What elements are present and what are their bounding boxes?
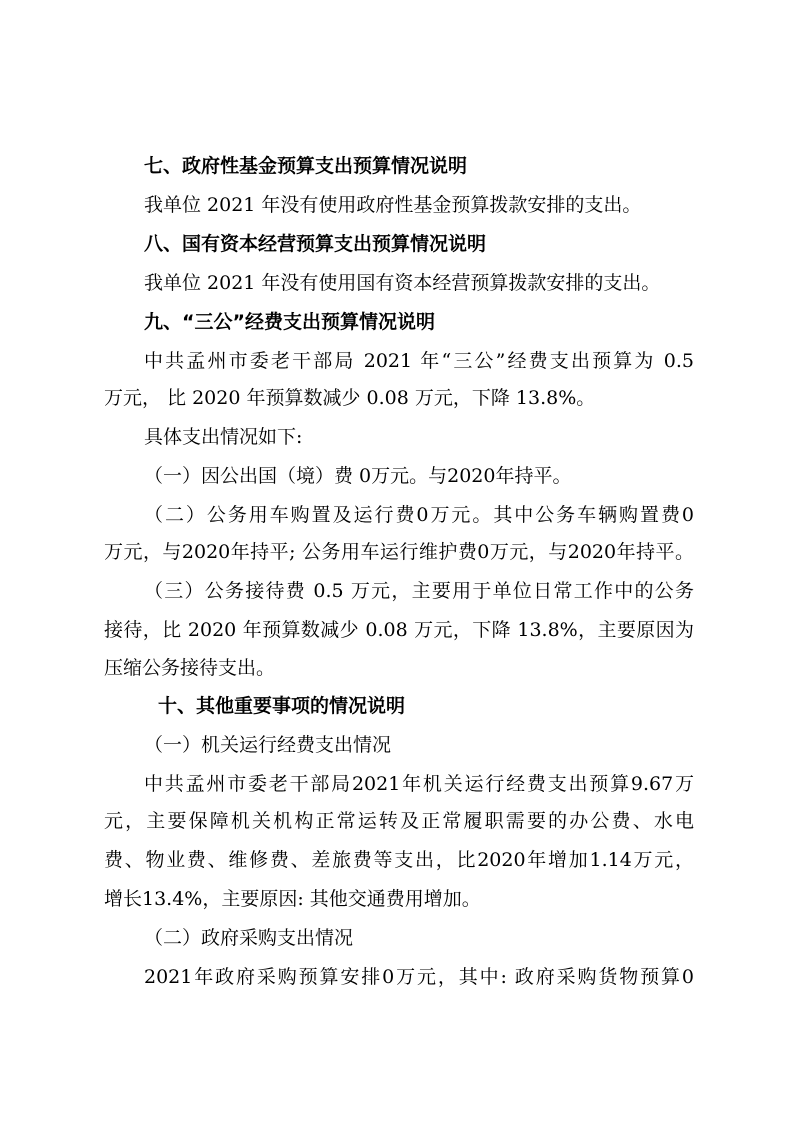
section-9-item-1: （一）因公出国（境）费 0万元。与2020年持平。 (144, 465, 572, 487)
section-9-paragraph-1-line-1: 中共孟州市委老干部局 2021 年“三公”经费支出预算为 0.5 (144, 350, 694, 372)
section-9-item-3-line-2: 接待，比 2020 年预算数减少 0.08 万元，下降 13.8%，主要原因为 (104, 619, 694, 641)
section-8-heading: 八、国有资本经营预算支出预算情况说明 (144, 233, 487, 255)
section-9-paragraph-2: 具体支出情况如下: (144, 426, 303, 448)
section-10-sub-1-title: （一）机关运行经费支出情况 (144, 734, 392, 756)
section-10-sub-1-line-4: 增长13.4%，主要原因: 其他交通费用增加。 (104, 888, 481, 910)
section-10-sub-1-line-1: 中共孟州市委老干部局2021年机关运行经费支出预算9.67万 (144, 773, 694, 795)
section-10-sub-1-line-2: 元，主要保障机关机构正常运转及正常履职需要的办公费、水电 (104, 810, 694, 832)
section-10-sub-2-line-1: 2021年政府采购预算安排0万元，其中: 政府采购货物预算0 (144, 966, 694, 988)
section-10-sub-2-title: （二）政府采购支出情况 (144, 927, 354, 949)
section-9-item-2-line-1: （二）公务用车购置及运行费0万元。其中公务车辆购置费0 (144, 504, 694, 526)
section-9-item-3-line-1: （三）公务接待费 0.5 万元，主要用于单位日常工作中的公务 (144, 580, 694, 602)
section-9-item-2-line-2: 万元，与2020年持平; 公务用车运行维护费0万元，与2020年持平。 (104, 541, 694, 563)
section-10-heading: 十、其他重要事项的情况说明 (158, 695, 406, 717)
section-10-sub-1-line-3: 费、物业费、维修费、差旅费等支出，比2020年增加1.14万元， (104, 849, 694, 871)
section-9-paragraph-1-line-2: 万元， 比 2020 年预算数减少 0.08 万元，下降 13.8%。 (104, 387, 596, 409)
section-7-heading: 七、政府性基金预算支出预算情况说明 (144, 155, 468, 177)
section-7-body: 我单位 2021 年没有使用政府性基金预算拨款安排的支出。 (144, 194, 642, 216)
section-9-heading: 九、“三公”经费支出预算情况说明 (144, 311, 435, 333)
section-9-item-3-line-3: 压缩公务接待支出。 (104, 657, 276, 679)
section-8-body: 我单位 2021 年没有使用国有资本经营预算拨款安排的支出。 (144, 272, 661, 294)
